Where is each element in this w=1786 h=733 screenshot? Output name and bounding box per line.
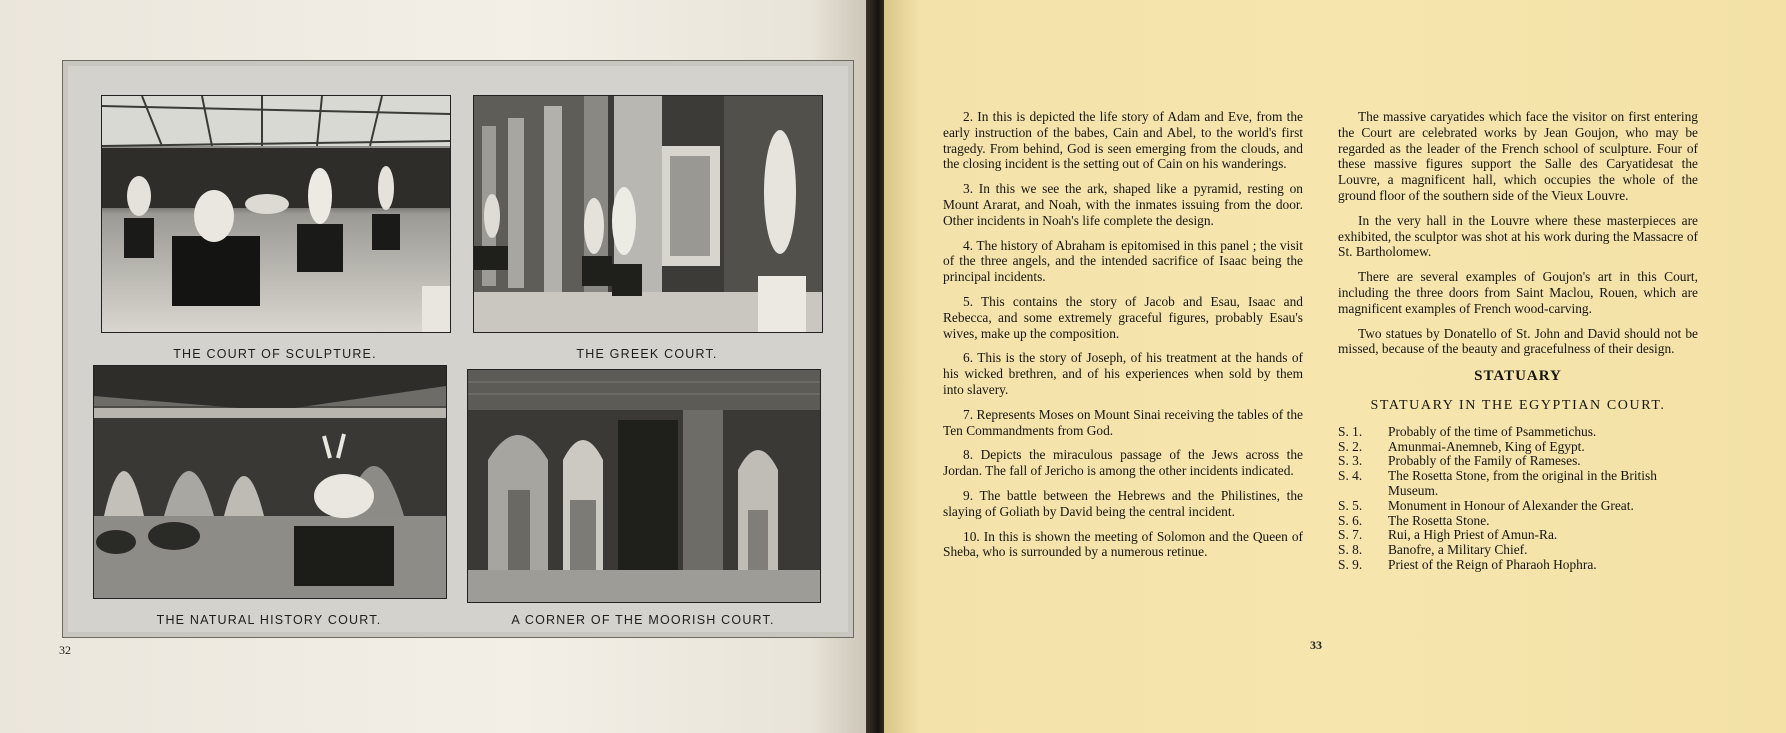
panel-description-10: 10. In this is shown the meeting of Solomon and the Queen of Sheba, who is surrounded by a numerous retinue.: [943, 528, 1303, 560]
caption-court-of-sculpture: THE COURT OF SCULPTURE.: [173, 347, 377, 361]
panel-description-3: 3. In this we see the ark, shaped like a pyramid, resting on Mount Ararat, and Noah, with the inmates issuing from the door. Other incidents in Noah's life complete the design.: [943, 181, 1303, 228]
panel-description-7: 7. Represents Moses on Mount Sinai receiving the tables of the Ten Commandments from God.: [943, 406, 1303, 438]
list-item: S. 3. Probably of the Family of Rameses.: [1338, 453, 1581, 469]
list-item: S. 7. Rui, a High Priest of Amun-Ra.: [1338, 527, 1558, 543]
caption-natural-history-court: THE NATURAL HISTORY COURT.: [156, 613, 382, 627]
caption-moorish-court: A CORNER OF THE MOORISH COURT.: [511, 613, 775, 627]
list-item: S. 5. Monument in Honour of Alexander the Great.: [1338, 497, 1634, 513]
panel-description-9: 9. The battle between the Hebrews and the Philistines, the slaying of Goliath by David being the central incident.: [943, 487, 1303, 519]
paragraph-goujon-examples: There are several examples of Goujon's art in this Court, including the three doors from Saint Maclou, Rouen, which are magnificent examples of French wood-carving.: [1338, 269, 1698, 316]
list-item: S. 1. Probably of the time of Psammetichus.: [1338, 423, 1597, 439]
list-item: S. 9. Priest of the Reign of Pharaoh Hophra.: [1338, 556, 1597, 572]
photo-moorish-court: [467, 369, 821, 603]
text-column-left: [943, 109, 1303, 569]
photo-greek-court: [473, 95, 823, 333]
caption-greek-court: THE GREEK COURT.: [576, 347, 718, 361]
photo-natural-history-court: [93, 365, 447, 599]
list-item: S. 2. Amunmai-Anemneb, King of Egypt.: [1338, 438, 1585, 454]
paragraph-massacre: In the very hall in the Louvre where these masterpieces are exhibited, the sculptor was shot at his work during the Massacre of St. Bartholomew.: [1338, 212, 1698, 260]
photo-plate: [62, 60, 854, 638]
section-heading: STATUARY: [1474, 368, 1562, 385]
list-item: S. 4. The Rosetta Stone, from the original in the British Museum.: [1338, 468, 1657, 498]
panel-description-8: 8. Depicts the miraculous passage of the Jews across the Jordan. The fall of Jericho is among the other incidents indicated.: [943, 447, 1303, 479]
paragraph-caryatides: The massive caryatides which face the visitor on first entering the Court are celebrated works by Jean Goujon, who may be regarded as the leader of the French school of sculpture. Four of these massive figures support the Salle des Caryatidesat the Louvre, a magnificent hall, which occupies the whole of the ground floor of the southern side of the Vieux Louvre.: [1338, 109, 1698, 203]
panel-description-5: 5. This contains the story of Jacob and Esau, Isaac and Rebecca, and some extremely graceful figures, probably Esau's wives, make up the composition.: [943, 293, 1303, 341]
photo-court-of-sculpture: [101, 95, 451, 333]
left-page: [0, 0, 870, 733]
section-subheading: STATUARY IN THE EGYPTIAN COURT.: [1370, 397, 1666, 413]
paragraph-donatello: Two statues by Donatello of St. John and David should not be missed, because of the beauty and gracefulness of their design.: [1338, 325, 1698, 357]
statuary-list: [1338, 425, 1698, 573]
panel-description-6: 6. This is the story of Joseph, of his treatment at the hands of his wicked brethren, and of his experiences when sold by them into slavery.: [943, 350, 1303, 397]
panel-description-2: 2. In this is depicted the life story of Adam and Eve, from the early instruction of the babes, Cain and Abel, to the world's first tragedy. From behind, God is seen emerging from the clouds, and the closing incident is the setting out of Cain on his wanderings.: [943, 109, 1303, 172]
page-number-left: 32: [59, 643, 71, 657]
panel-description-4: 4. The history of Abraham is epitomised in this panel ; the visit of the three angels, and the intended sacrifice of Isaac being the principal incidents.: [943, 237, 1303, 285]
page-number-right: 33: [1310, 638, 1322, 652]
list-item: S. 6. The Rosetta Stone.: [1338, 512, 1490, 528]
list-item: S. 8. Banofre, a Military Chief.: [1338, 542, 1528, 558]
text-column-right: [1338, 109, 1698, 573]
